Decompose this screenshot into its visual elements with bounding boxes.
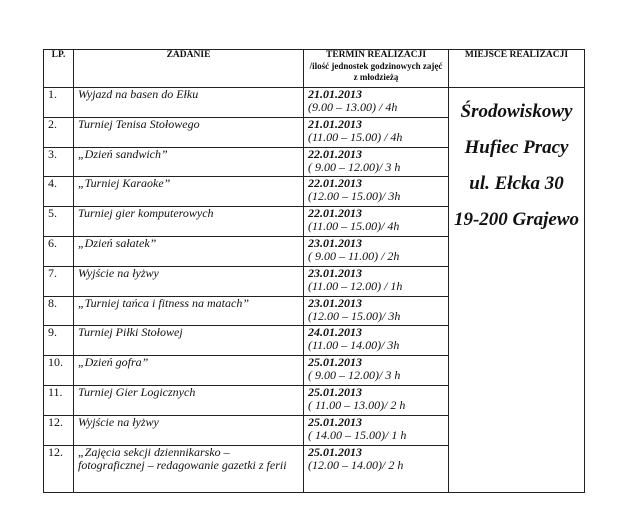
row-term	[304, 445, 449, 492]
row-lp: 9.	[44, 326, 74, 356]
row-lp: 12.	[44, 415, 74, 445]
row-date: 25.01.2013	[308, 355, 362, 370]
row-lp: 12.	[44, 445, 74, 492]
row-task: Turniej Gier Logicznych	[74, 385, 304, 415]
row-hours: (9.00 – 13.00) / 4h	[308, 100, 398, 114]
row-task: Wyjście na łyżwy	[74, 415, 304, 445]
row-lp: 2.	[44, 117, 74, 147]
row-task: „Turniej tańca i fitness na matach”	[74, 296, 304, 326]
row-date: 24.01.2013	[308, 325, 362, 340]
row-lp: 5.	[44, 207, 74, 237]
schedule-document	[43, 49, 584, 495]
row-lp: 7.	[44, 266, 74, 296]
header-place: MIEJSCE REALIZACJI	[449, 50, 585, 88]
row-task: Turniej gier komputerowych	[74, 207, 304, 237]
row-date: 22.01.2013	[308, 206, 362, 221]
row-date: 22.01.2013	[308, 147, 362, 161]
row-hours: (11.00 – 14.00)/ 3h	[308, 338, 400, 353]
row-task: Turniej Tenisa Stołowego	[74, 117, 304, 147]
header-task: ZADANIE	[74, 50, 304, 88]
row-task: „Dzień sałatek”	[74, 236, 304, 266]
place-cell	[449, 88, 585, 493]
row-hours: ( 9.00 – 12.00)/ 3 h	[308, 368, 401, 383]
row-hours: ( 11.00 – 13.00)/ 2 h	[308, 397, 406, 412]
table-row	[44, 88, 585, 118]
row-hours: ( 9.00 – 12.00)/ 3 h	[308, 159, 401, 174]
row-task: „Dzień sandwich”	[74, 147, 304, 177]
row-lp: 4.	[44, 177, 74, 207]
header-lp: LP.	[44, 50, 74, 88]
schedule-table	[43, 49, 585, 493]
place-line-4: 19-200 Grajewo	[453, 209, 580, 230]
row-term	[304, 296, 449, 326]
header-term-title: TERMIN REALIZACJI	[325, 50, 427, 60]
row-date: 23.01.2013	[308, 296, 362, 310]
row-hours: (12.00 – 15.00)/ 3h	[308, 308, 401, 323]
row-task: Wyjazd na basen do Ełku	[74, 88, 304, 118]
row-task: „Dzień gofra”	[74, 356, 304, 386]
row-lp: 1.	[44, 88, 74, 118]
row-lp: 8.	[44, 296, 74, 326]
row-date: 22.01.2013	[308, 176, 362, 191]
row-task: Turniej Piłki Stołowej	[74, 326, 304, 356]
row-term	[304, 177, 449, 207]
row-date: 21.01.2013	[308, 87, 362, 101]
row-term	[304, 356, 449, 386]
row-hours: (11.00 – 15.00) / 4h	[308, 129, 403, 144]
header-term	[304, 50, 449, 88]
row-date: 23.01.2013	[308, 236, 362, 250]
row-task: „Turniej Karaoke”	[74, 177, 304, 207]
row-lp: 6.	[44, 236, 74, 266]
row-task: „Zajęcia sekcji dziennikarsko – fotograficznej – redagowanie gazetki z ferii	[74, 445, 304, 492]
row-date: 23.01.2013	[308, 266, 362, 280]
place-line-1: Środowiskowy	[460, 101, 573, 122]
row-term	[304, 207, 449, 237]
row-date: 25.01.2013	[308, 415, 362, 429]
row-term	[304, 385, 449, 415]
row-date: 25.01.2013	[308, 445, 362, 459]
row-term	[304, 236, 449, 266]
row-term	[304, 117, 449, 147]
row-term	[304, 88, 449, 118]
row-hours: (12.00 – 14.00)/ 2 h	[308, 457, 404, 472]
row-task: Wyjście na łyżwy	[74, 266, 304, 296]
row-term	[304, 147, 449, 177]
row-date: 25.01.2013	[308, 385, 362, 399]
row-hours: ( 14.00 – 15.00)/ 1 h	[308, 427, 407, 442]
row-lp: 10.	[44, 356, 74, 386]
row-lp: 3.	[44, 147, 74, 177]
row-date: 21.01.2013	[308, 117, 362, 131]
header-row	[44, 50, 585, 88]
place-line-3: ul. Ełcka 30	[469, 173, 564, 194]
header-term-sub: /ilość jednostek godzinowych zajęć z młodzieżą	[309, 61, 443, 82]
row-lp: 11.	[44, 385, 74, 415]
place-line-2: Hufiec Pracy	[464, 137, 569, 158]
row-term	[304, 326, 449, 356]
row-hours: (11.00 – 15.00)/ 4h	[308, 219, 400, 234]
row-hours: ( 9.00 – 11.00) / 2h	[308, 248, 400, 263]
row-hours: (12.00 – 15.00)/ 3h	[308, 189, 401, 204]
row-hours: (11.00 – 12.00) / 1h	[308, 278, 403, 293]
row-term	[304, 415, 449, 445]
row-term	[304, 266, 449, 296]
